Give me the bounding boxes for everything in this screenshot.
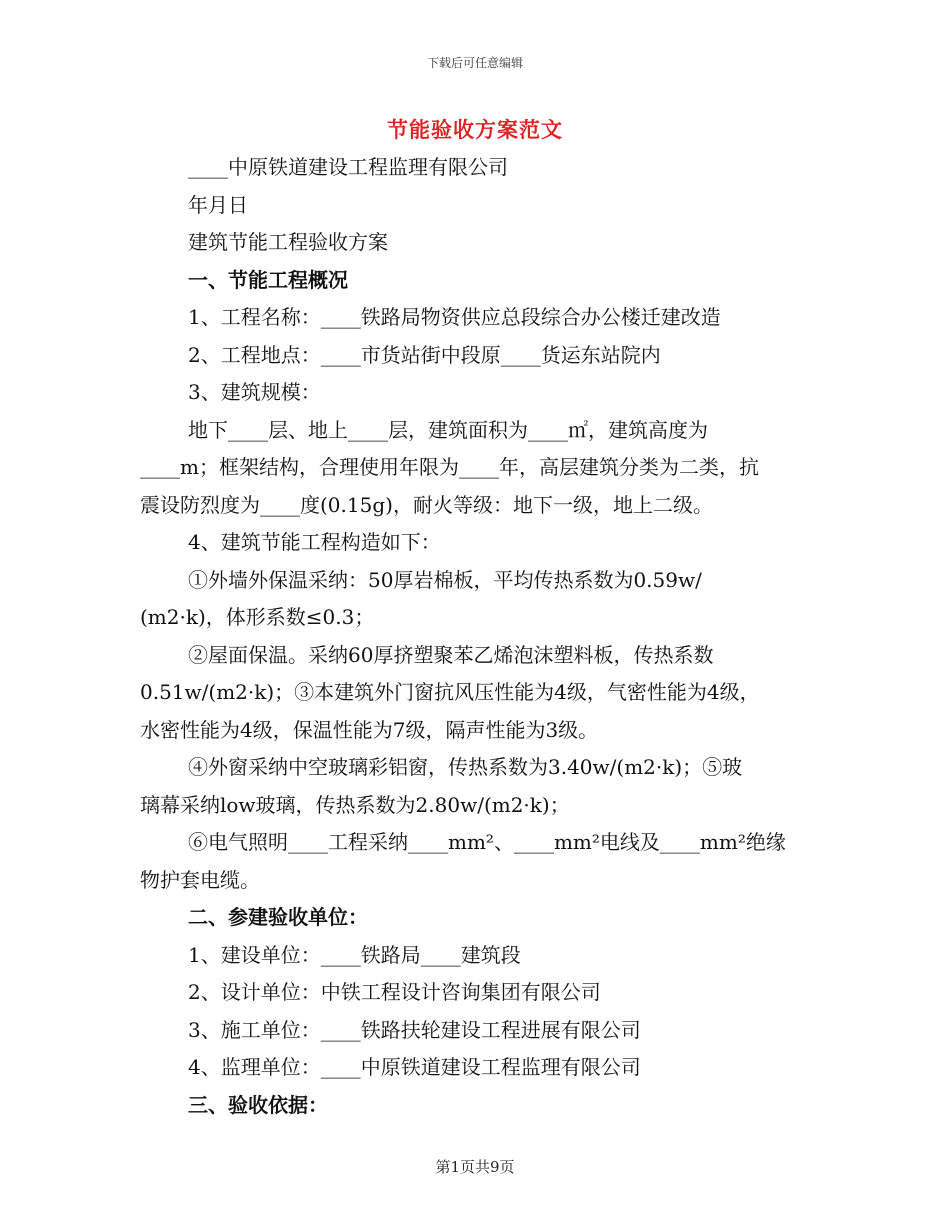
roof-insulation-line-1: ②屋面保温。采纳60厚挤塑聚苯乙烯泡沫塑料板，传热系数 xyxy=(188,643,714,667)
construction-unit-line: 3、施工单位：____铁路扶轮建设工程进展有限公司 xyxy=(188,1018,641,1042)
roof-insulation-line-3: 水密性能为4级，保温性能为7级，隔声性能为3级。 xyxy=(140,718,599,742)
building-scale-line: 3、建筑规模： xyxy=(188,380,321,404)
electrical-line-1: ⑥电气照明____工程采纳____mm²、____mm²电线及____mm²绝缘 xyxy=(188,830,786,854)
roof-insulation-line-2: 0.51w/(m2·k)；③本建筑外门窗抗风压性能为4级，气密性能为4级， xyxy=(140,680,760,704)
plan-subtitle: 建筑节能工程验收方案 xyxy=(188,230,388,254)
supervisor-company-line: ____中原铁道建设工程监理有限公司 xyxy=(188,155,508,179)
window-line-1: ④外窗采纳中空玻璃彩铝窗，传热系数为3.40w/(m2·k)；⑤玻 xyxy=(188,755,743,779)
scale-text-line-3: 震设防烈度为____度(0.15g)，耐火等级：地下一级，地上二级。 xyxy=(140,493,713,517)
scale-text-line-2: ____m；框架结构，合理使用年限为____年，高层建筑分类为二类，抗 xyxy=(140,455,759,479)
project-name-line: 1、工程名称：____铁路局物资供应总段综合办公楼迁建改造 xyxy=(188,305,721,329)
window-line-2: 璃幕采纳low玻璃，传热系数为2.80w/(m2·k)； xyxy=(140,793,570,817)
date-line: 年月日 xyxy=(188,193,248,217)
page-number: 第1页共9页 xyxy=(435,1158,515,1176)
design-unit-line: 2、设计单位：中铁工程设计咨询集团有限公司 xyxy=(188,980,601,1004)
electrical-line-2: 物护套电缆。 xyxy=(140,868,260,892)
document-title: 节能验收方案范文 xyxy=(387,117,563,142)
owner-unit-line: 1、建设单位：____铁路局____建筑段 xyxy=(188,943,521,967)
wall-insulation-line-1: ①外墙外保温采纳：50厚岩棉板，平均传热系数为0.59w/ xyxy=(188,568,702,592)
project-location-line: 2、工程地点：____市货站街中段原____货运东站院内 xyxy=(188,343,661,367)
section-heading-2: 二、参建验收单位： xyxy=(188,905,368,929)
page-header-note: 下载后可任意编辑 xyxy=(426,56,523,70)
supervision-unit-line: 4、监理单位：____中原铁道建设工程监理有限公司 xyxy=(188,1055,641,1079)
scale-text-line-1: 地下____层、地上____层，建筑面积为____㎡，建筑高度为 xyxy=(188,418,708,442)
construction-heading-line: 4、建筑节能工程构造如下： xyxy=(188,530,441,554)
section-heading-3: 三、验收依据： xyxy=(188,1093,328,1117)
section-heading-1: 一、节能工程概况 xyxy=(188,268,348,292)
wall-insulation-line-2: (m2·k)，体形系数≤0.3； xyxy=(140,605,375,629)
